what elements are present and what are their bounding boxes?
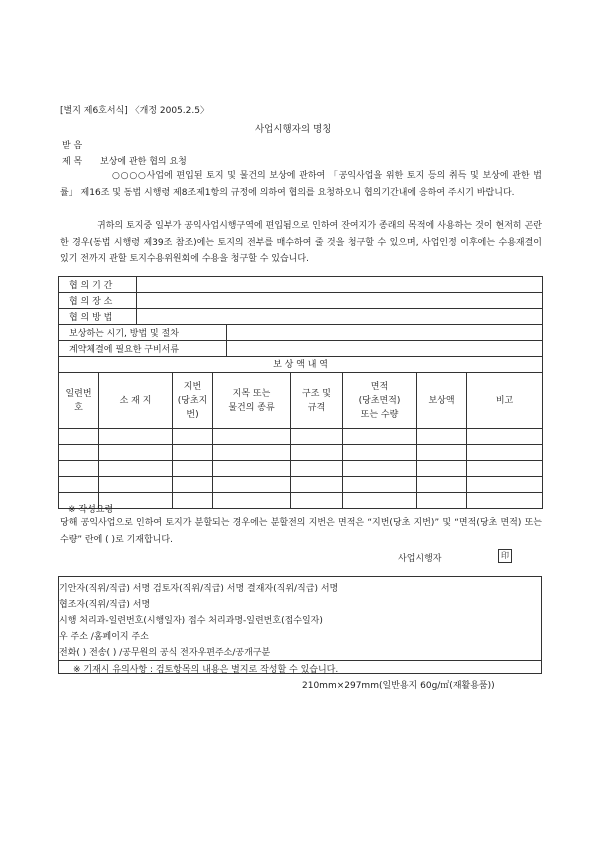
subject-text: 보상에 관한 협의 요청 <box>100 157 187 167</box>
form-reference: [별지 제6호서식] 〈개정 2005.2.5〉 <box>60 106 209 116</box>
compensation-row <box>59 461 543 477</box>
seal-mark: 印 <box>498 549 512 563</box>
compensation-row <box>59 445 543 461</box>
header-lot-number: 지번 (당초지 번) <box>173 373 213 429</box>
header-area: 면적 (당초면적) 또는 수량 <box>343 373 417 429</box>
compensation-cell[interactable] <box>173 445 213 461</box>
footer-caution-line: ※ 기재시 유의사항 : 검토항목의 내용은 별지로 작성할 수 있습니다. <box>73 665 339 675</box>
footer-contact-line: 전화( ) 전송( ) /공무원의 공식 전자우편주소/공개구분 <box>59 648 271 658</box>
compensation-cell[interactable] <box>213 445 291 461</box>
compensation-table <box>58 356 543 509</box>
info-value[interactable] <box>137 309 543 325</box>
footer-divider <box>59 660 541 661</box>
compensation-cell[interactable] <box>343 493 417 509</box>
compensation-cell[interactable] <box>99 429 173 445</box>
footer-address-line: 우 주소 /홈페이지 주소 <box>59 632 149 642</box>
approval-footer-box <box>58 576 542 674</box>
compensation-cell[interactable] <box>99 461 173 477</box>
info-label: 협 의 장 소 <box>59 293 137 309</box>
subject-label: 제 목 <box>62 157 83 167</box>
header-serial-number: 일련번 호 <box>59 373 99 429</box>
info-row <box>59 309 543 325</box>
compensation-cell[interactable] <box>343 461 417 477</box>
info-label: 협 의 방 법 <box>59 309 137 325</box>
compensation-cell[interactable] <box>417 493 467 509</box>
compensation-cell[interactable] <box>59 477 99 493</box>
recipient-label: 받 음 <box>62 141 83 151</box>
footer-enforcement-line: 시행 처리과-일련번호(시행일자) 접수 처리과명-일련번호(접수일자) <box>59 616 323 626</box>
info-value[interactable] <box>227 325 543 341</box>
compensation-cell[interactable] <box>291 429 343 445</box>
compensation-cell[interactable] <box>173 461 213 477</box>
compensation-cell[interactable] <box>343 477 417 493</box>
compensation-row <box>59 493 543 509</box>
compensation-row <box>59 429 543 445</box>
info-value[interactable] <box>137 277 543 293</box>
page-title: 사업시행자의 명칭 <box>255 124 332 135</box>
header-location: 소 재 지 <box>99 373 173 429</box>
header-remarks: 비고 <box>467 373 543 429</box>
compensation-cell[interactable] <box>173 493 213 509</box>
compensation-cell[interactable] <box>467 461 543 477</box>
info-value[interactable] <box>227 341 543 357</box>
compensation-cell[interactable] <box>99 445 173 461</box>
compensation-row <box>59 477 543 493</box>
compensation-cell[interactable] <box>291 477 343 493</box>
paper-spec: 210mm×297mm(일반용지 60g/㎡(재활용품)) <box>302 681 495 691</box>
compensation-cell[interactable] <box>467 445 543 461</box>
header-structure: 구조 및 규격 <box>291 373 343 429</box>
compensation-cell[interactable] <box>343 445 417 461</box>
notes-heading: ※ 작성요령 <box>68 505 114 515</box>
compensation-cell[interactable] <box>417 445 467 461</box>
paragraph-remaining-land: 귀하의 토지중 일부가 공익사업시행구역에 편입됨으로 인하여 잔여지가 종래의 목적에 사용하는 것이 현저히 곤란한 경우(동법 시행령 제39조 참조)에는 토지의 전부를 매수하여 줄 것을 청구할 수 있으며, 사업인정 이후에는 수용재결이 있기 전까지 관할 토지수용위원회에 수용을 청구할 수 있습니다. <box>60 221 542 264</box>
header-compensation-amount: 보상액 <box>417 373 467 429</box>
signature-label: 사업시행자 <box>398 554 442 564</box>
compensation-cell[interactable] <box>291 493 343 509</box>
paragraph-request: ○○○○사업에 편입된 토지 및 물건의 보상에 관하여 「공익사업을 위한 토지 등의 취득 및 보상에 관한 법률」 제16조 및 동법 시행령 제8조제1항의 규정에 의하여 협의를 요청하오니 협의기간내에 응하여 주시기 바랍니다. <box>60 171 542 198</box>
compensation-cell[interactable] <box>213 493 291 509</box>
notes-text: 당해 공익사업으로 인하여 토지가 분할되는 경우에는 분할전의 지번은 면적은 “지번(당초 지번)” 및 “면적(당초 면적) 또는 수량” 란에 ( )로 기재합니다. <box>60 518 542 545</box>
compensation-cell[interactable] <box>417 477 467 493</box>
info-label: 계약체결에 필요한 구비서류 <box>59 341 227 357</box>
compensation-cell[interactable] <box>59 445 99 461</box>
compensation-cell[interactable] <box>213 477 291 493</box>
info-label: 보상하는 시기, 방법 및 절차 <box>59 325 227 341</box>
info-label: 협 의 기 간 <box>59 277 137 293</box>
footer-approvers-line: 기안자(직위/직급) 서명 검토자(직위/직급) 서명 결재자(직위/직급) 서명 <box>59 584 339 594</box>
compensation-cell[interactable] <box>291 445 343 461</box>
compensation-cell[interactable] <box>417 461 467 477</box>
compensation-cell[interactable] <box>173 429 213 445</box>
compensation-table-title: 보 상 액 내 역 <box>59 357 543 373</box>
compensation-cell[interactable] <box>99 477 173 493</box>
info-row <box>59 325 543 341</box>
info-row <box>59 341 543 357</box>
info-row <box>59 277 543 293</box>
footer-cooperator-line: 협조자(직위/직급) 서명 <box>59 600 151 610</box>
compensation-cell[interactable] <box>213 429 291 445</box>
compensation-cell[interactable] <box>213 461 291 477</box>
compensation-header-row <box>59 373 543 429</box>
info-row <box>59 293 543 309</box>
consultation-info-table <box>58 276 543 357</box>
compensation-cell[interactable] <box>467 429 543 445</box>
info-value[interactable] <box>137 293 543 309</box>
compensation-cell[interactable] <box>59 429 99 445</box>
compensation-cell[interactable] <box>291 461 343 477</box>
compensation-cell[interactable] <box>343 429 417 445</box>
header-land-category: 지목 또는 물건의 종류 <box>213 373 291 429</box>
compensation-cell[interactable] <box>417 429 467 445</box>
compensation-cell[interactable] <box>467 477 543 493</box>
compensation-cell[interactable] <box>59 461 99 477</box>
compensation-cell[interactable] <box>467 493 543 509</box>
compensation-cell[interactable] <box>173 477 213 493</box>
